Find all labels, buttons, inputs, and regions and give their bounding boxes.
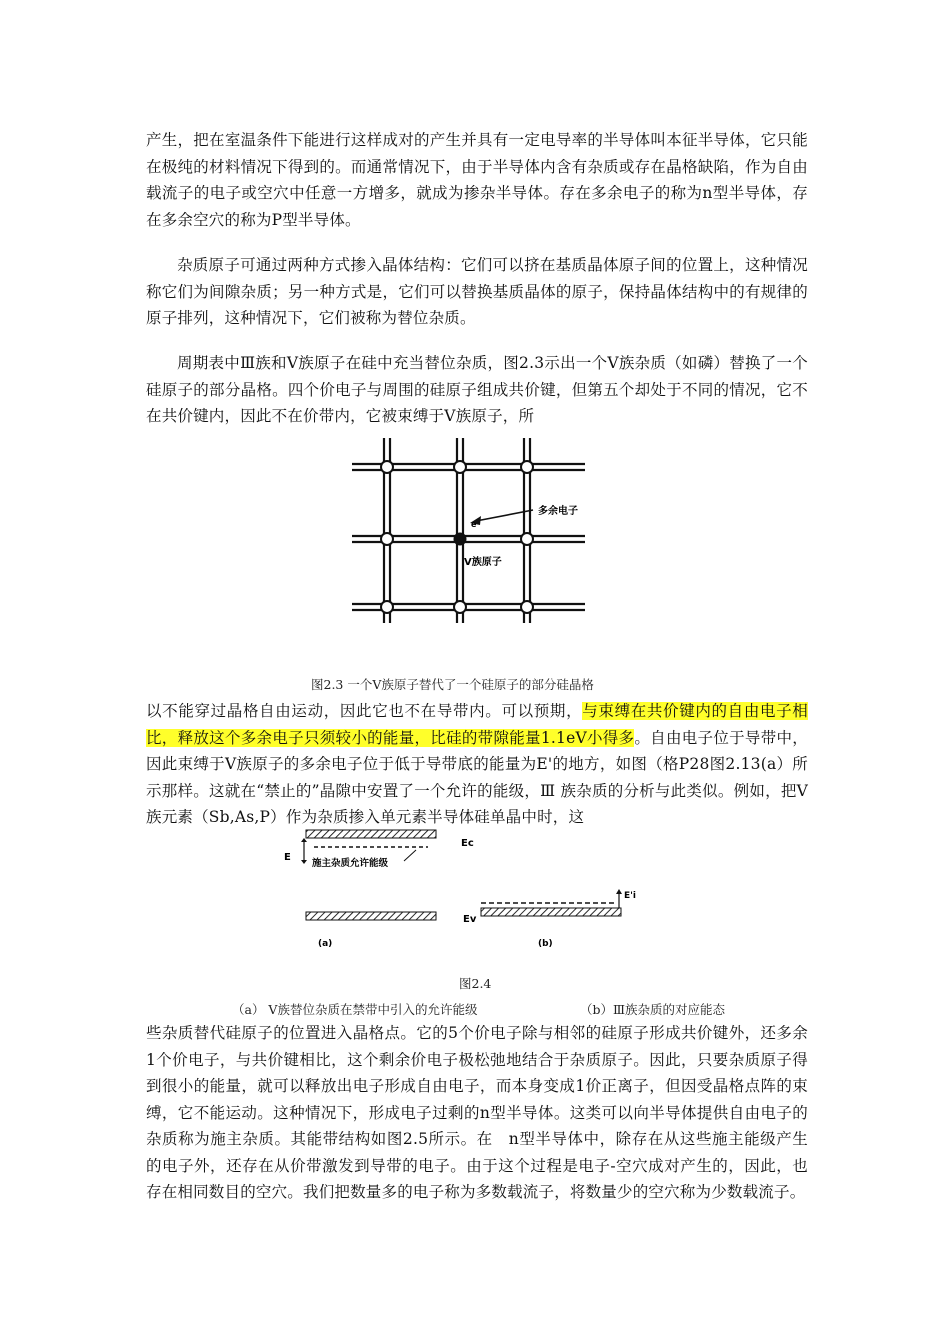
figure-2-4-caption-b: （b）Ⅲ族杂质的对应能态 [580, 1002, 726, 1017]
extra-electron-label: 多余电子 [538, 506, 578, 517]
energy-Ev-label: Ev [463, 914, 477, 925]
panel-a-label: (a) [318, 939, 333, 949]
paragraph-impurity-types: 杂质原子可通过两种方式掺入晶体结构：它们可以挤在基质晶体原子间的位置上，这种情况称它们为间隙杂质；另一种方式是，它们可以替换基质晶体的原子，保持晶体结构中的有规律的原子排列，这种情况下，它们被称为替位杂质。 [146, 256, 808, 327]
paragraph-substitutional-impurity: 周期表中Ⅲ族和Ⅴ族原子在硅中充当替位杂质，图2.3示出一个Ⅴ族杂质（如磷）替换了一个硅原子的部分晶格。四个价电子与周围的硅原子组成共价键，但第五个却处于不同的情况，它不在共价键内，因此不在价带内，它被束缚于Ⅴ族原子，所 [146, 354, 808, 425]
group5-atom-marker [454, 533, 467, 546]
energy-Ei-label: E'i [624, 891, 636, 901]
group5-atom-label: Ⅴ族原子 [464, 557, 502, 568]
figure-2-3-caption: 图2.3 一个Ⅴ族原子替代了一个硅原子的部分硅晶格 [311, 677, 594, 692]
figure-2-4-caption-a: （a） Ⅴ族替位杂质在禁带中引入的允许能级 [232, 1002, 478, 1017]
paragraph-donor-impurity: 些杂质替代硅原子的位置进入晶格点。它的5个价电子除与相邻的硅原子形成共价键外，还多余1个价电子，与共价键相比，这个剩余价电子极松弛地结合于杂质原子。因此，只要杂质原子得到很小的能量，就可以释放出电子形成自由电子，而本身变成1价正离子，但因受晶格点阵的束缚，它不能运动。这种情况下，形成电子过剩的n型半导体。这类可以向半导体提供自由电子的杂质称为施主杂质。其能带结构如图2.5所示。在 n型半导体中，除存在从这些施主能级产生的电子外，还存在从价带激发到导带的电子。由于这个过程是电子-空穴成对产生的，因此，也存在相同数目的空穴。我们把数量多的电子称为多数载流子，将数量少的空穴称为少数载流子。 [146, 1024, 808, 1201]
paragraph-donor-level-end: 。自由电子位于导带中，因此束缚于Ⅴ族原子的多余电子位于低于导带底的能量为E'的地方，如图（格P28图2.13(a）所示那样。这就在“禁止的”晶隙中安置了一个允许的能级，Ⅲ 族杂质的分析与此类似。例如，把Ⅴ族元素（Sb,As,P）作为杂质掺入单元素半导体硅单晶中时，这 [146, 728, 809, 826]
figure-2-4-energy-bands [276, 826, 636, 951]
figure-2-4-title: 图2.4 [459, 976, 492, 991]
figure-2-3-lattice [350, 435, 595, 625]
electron-label: e [471, 520, 477, 529]
energy-E-label: E [284, 852, 291, 863]
energy-Ec-label: Ec [461, 838, 474, 849]
paragraph-intrinsic-semiconductor: 产生，把在室温条件下能进行这样成对的产生并具有一定电导率的半导体叫本征半导体，它只能在极纯的材料情况下得到的。而通常情况下，由于半导体内含有杂质或存在晶格缺陷，作为自由载流子的电子或空穴中任意一方增多，就成为掺杂半导体。存在多余电子的称为n型半导体，存在多余空穴的称为P型半导体。 [146, 131, 808, 229]
paragraph-donor-level-start: 以不能穿过晶格自由运动，因此它也不在导带内。可以预期， [146, 702, 583, 720]
highlighted-passage: 与束缚在共价键内的自由电子相比，释放这个多余电子只须较小的能量，比硅的带隙能量1.1eV小得多 [146, 702, 808, 747]
panel-b-label: (b) [538, 939, 553, 949]
paragraph-donor-level [146, 698, 808, 831]
donor-level-label: 施主杂质允许能级 [312, 858, 389, 869]
